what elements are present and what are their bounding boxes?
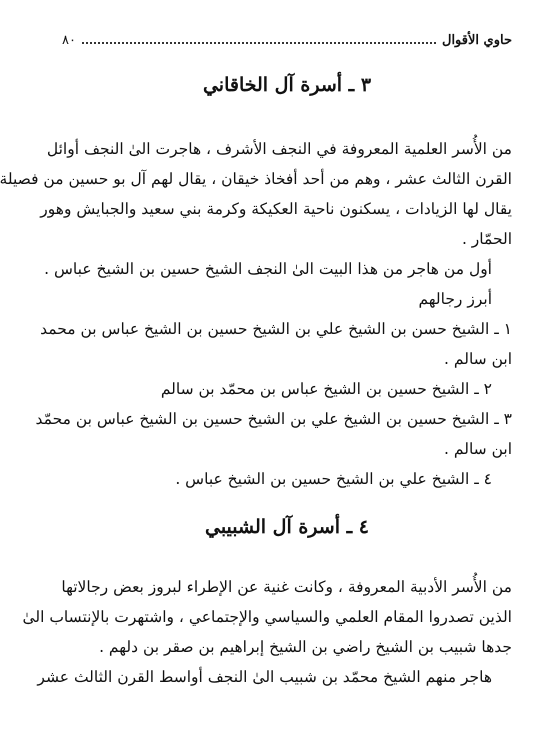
- paragraph-line: يقال لها الزيادات ، يسكنون ناحية العكيكة وكرمة بني سعيد والجبايش وهور: [40, 200, 512, 218]
- section-heading-shabibi: ٤ ـ أسرة آل الشبيبي: [204, 516, 370, 538]
- paragraph-line: من الأُسر العلمية المعروفة في النجف الأشرف ، هاجرت الىٰ النجف أوائل: [46, 140, 512, 158]
- list-item-line: ١ ـ الشيخ حسن بن الشيخ علي بن الشيخ حسين بن الشيخ عباس بن محمد: [40, 320, 512, 338]
- section-heading-khaqani: ٣ ـ أسرة آل الخاقاني: [202, 74, 372, 96]
- paragraph-line: من الأُسر الأدبية المعروفة ، وكانت غنية عن الإطراء لبروز بعض رجالاتها: [61, 578, 512, 596]
- paragraph-line: هاجر منهم الشيخ محمّد بن شبيب الىٰ النجف أواسط القرن الثالث عشر: [37, 668, 492, 686]
- page-header: [62, 30, 512, 50]
- paragraph-line: جدها شبيب بن الشيخ راضي بن الشيخ إبراهيم بن صقر بن دلهم .: [99, 638, 512, 656]
- paragraph-line: الذين تصدروا المقام العلمي والسياسي والإجتماعي ، واشتهرت بالإنتساب الىٰ: [22, 608, 512, 626]
- page-number: ٨٠: [62, 32, 76, 48]
- paragraph-line: أول من هاجر من هذا البيت الىٰ النجف الشيخ حسين بن الشيخ عباس .: [44, 260, 492, 278]
- subheading-line: أبرز رجالهم: [418, 290, 492, 308]
- paragraph-line: القرن الثالث عشر ، وهم من أحد أفخاذ خيقان ، يقال لهم آل بو حسين من فصيلة: [0, 170, 512, 188]
- running-title: حاوي الأقوال: [442, 32, 512, 48]
- list-item-line: ٣ ـ الشيخ حسين بن الشيخ علي بن الشيخ حسين بن الشيخ عباس بن محمّد: [35, 410, 512, 428]
- paragraph-line: الحمّار .: [461, 230, 512, 248]
- list-item-line: ابن سالم .: [444, 440, 512, 458]
- list-item-line: ٢ ـ الشيخ حسين بن الشيخ عباس بن محمّد بن سالم: [160, 380, 492, 398]
- list-item-line: ٤ ـ الشيخ علي بن الشيخ حسين بن الشيخ عباس .: [175, 470, 492, 488]
- header-dot-leader: [82, 42, 436, 44]
- list-item-line: ابن سالم .: [444, 350, 512, 368]
